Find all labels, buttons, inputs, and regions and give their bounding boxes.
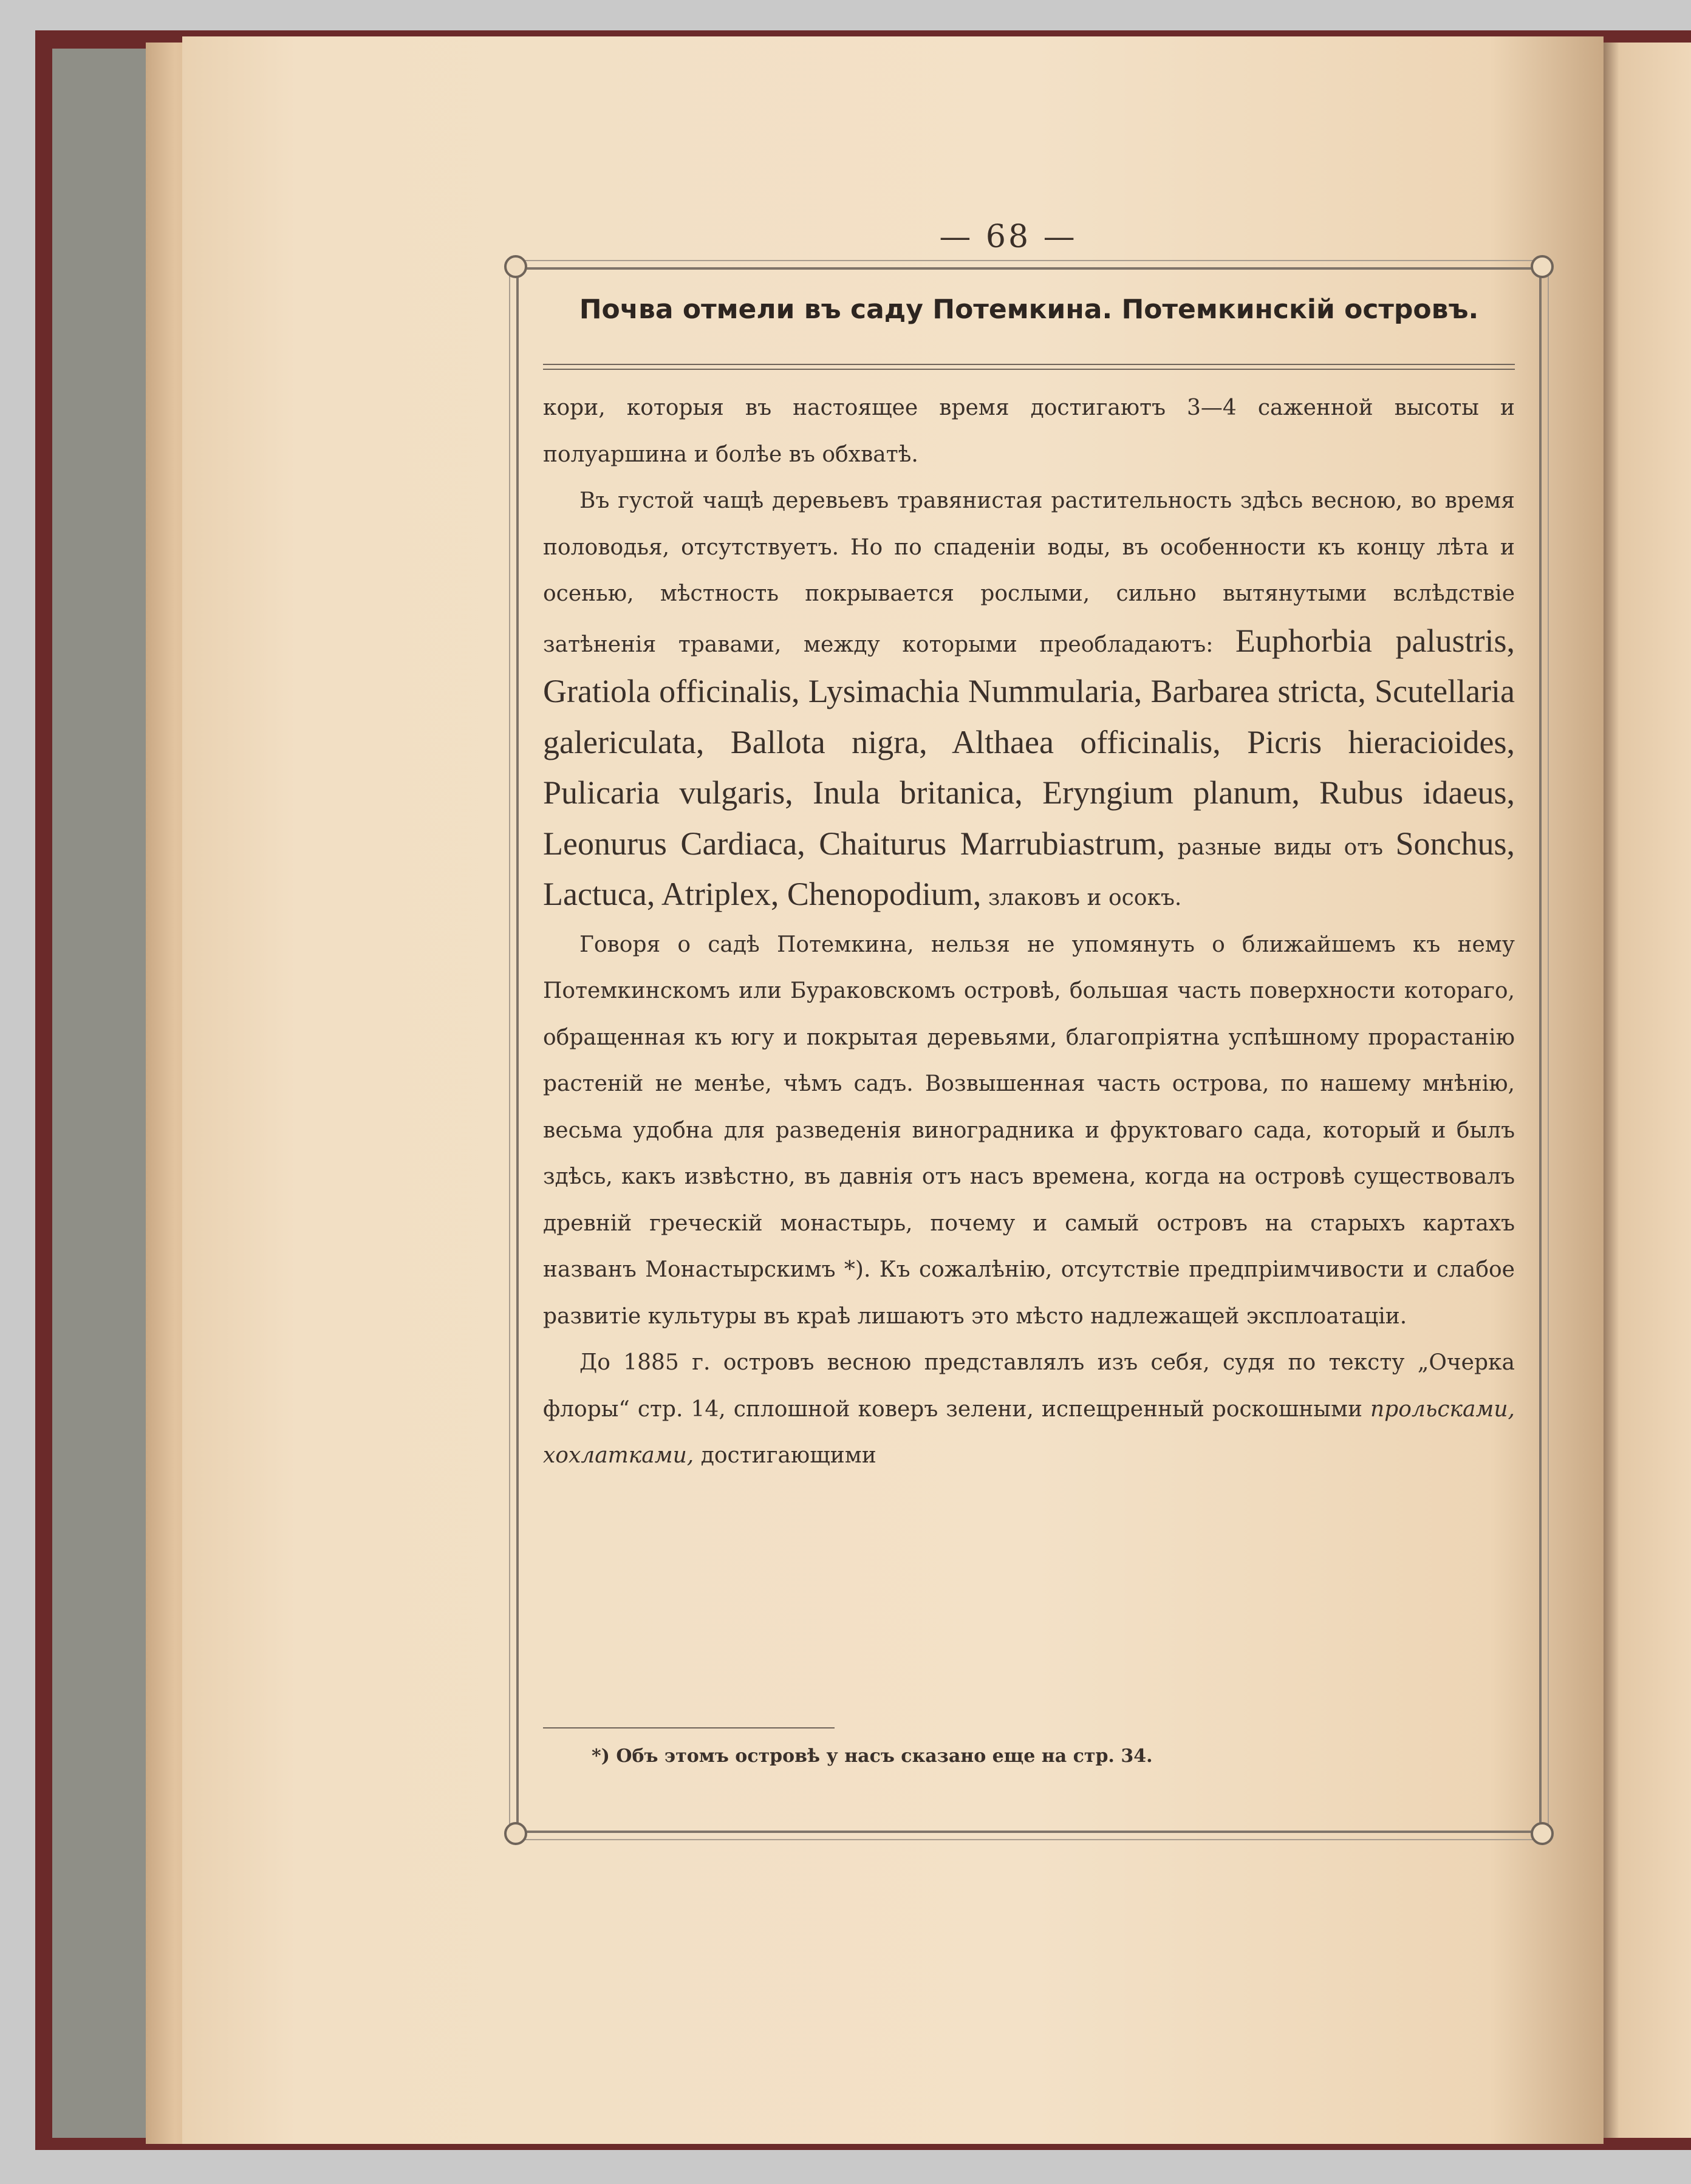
- footnote-divider: [543, 1727, 835, 1728]
- text-run: Въ густой чащѣ деревьевъ травянистая растительность здѣсь весною, во время половодья, отсутствуетъ. Но по спаденіи воды, въ особенности къ концу лѣта и осенью, мѣстность покрывается рослыми, сильно вытянутыми вслѣдствіе затѣненія травами, между которыми преобладаютъ:: [543, 488, 1515, 657]
- latin-species-names: Euphorbia palustris, Gratiola officinalis, Lysimachia Nummularia, Barbarea stricta, Scutellaria galericulata, Ballota nigra, Althaea officinalis, Picris hieracioides, Pulicaria vulgaris, Inula britanica, Eryngium planum, Rubus idaeus, Leonurus Cardiaca, Chaiturus Marrubiastrum,: [543, 622, 1515, 862]
- ornament-corner-icon: [504, 1822, 527, 1845]
- text-run: Говоря о садѣ Потемкина, нельзя не упомянуть о ближайшемъ къ нему Потемкинскомъ или Бураковскомъ островѣ, большая часть поверхности котораго, обращенная къ югу и покрытая деревьями, благопріятна успѣшному прорастанію растеній не менѣе, чѣмъ садъ. Возвышенная часть острова, по нашему мнѣнію, весьма удобна для разведенія виноградника и фруктоваго сада, который и былъ здѣсь, какъ извѣстно, въ давнія отъ насъ времена, когда на островѣ существовалъ древній греческій монастырь, почему и самый островъ на старыхъ картахъ названъ Монастырскимъ *). Къ сожалѣнію, отсутствіе предпріимчивости и слабое развитіе культуры въ краѣ лишаютъ это мѣсто надлежащей эксплоатаціи.: [543, 932, 1515, 1329]
- ornament-corner-icon: [1531, 255, 1554, 278]
- italic-text: прольсками, хохлатками,: [543, 1396, 1515, 1468]
- text-run: До 1885 г. островъ весною представлялъ изъ себя, судя по тексту „Очерка флоры“ стр. 14, сплошной коверъ зелени, испещренный роскошными: [543, 1350, 1515, 1422]
- adjacent-page: [1604, 43, 1691, 2138]
- text-frame: [516, 267, 1542, 1833]
- paragraph: [543, 385, 1515, 478]
- section-heading: Почва отмели въ саду Потемкина. Потемкинскій островъ.: [579, 294, 1479, 325]
- paragraph: [543, 922, 1515, 1340]
- text-run: кори, которыя въ настоящее время достигаютъ 3—4 саженной высоты и полуаршина и болѣе въ обхватѣ.: [543, 395, 1515, 467]
- heading-divider: [543, 364, 1515, 370]
- latin-genus-names: Sonchus, Lactuca, Atriplex, Chenopodium,: [543, 825, 1515, 912]
- footnote: *) Объ этомъ островѣ у насъ сказано еще на стр. 34.: [592, 1745, 1153, 1767]
- book-page: [182, 36, 1604, 2144]
- ornament-corner-icon: [504, 255, 527, 278]
- paragraph: [543, 1340, 1515, 1479]
- paragraph: [543, 478, 1515, 922]
- body-text: [543, 385, 1515, 1479]
- page-number: — 68 —: [939, 219, 1078, 255]
- text-run: достигающими: [694, 1443, 876, 1468]
- ornament-corner-icon: [1531, 1822, 1554, 1845]
- text-run: злаковъ и осокъ.: [981, 886, 1182, 910]
- text-run: разные виды отъ: [1165, 834, 1396, 860]
